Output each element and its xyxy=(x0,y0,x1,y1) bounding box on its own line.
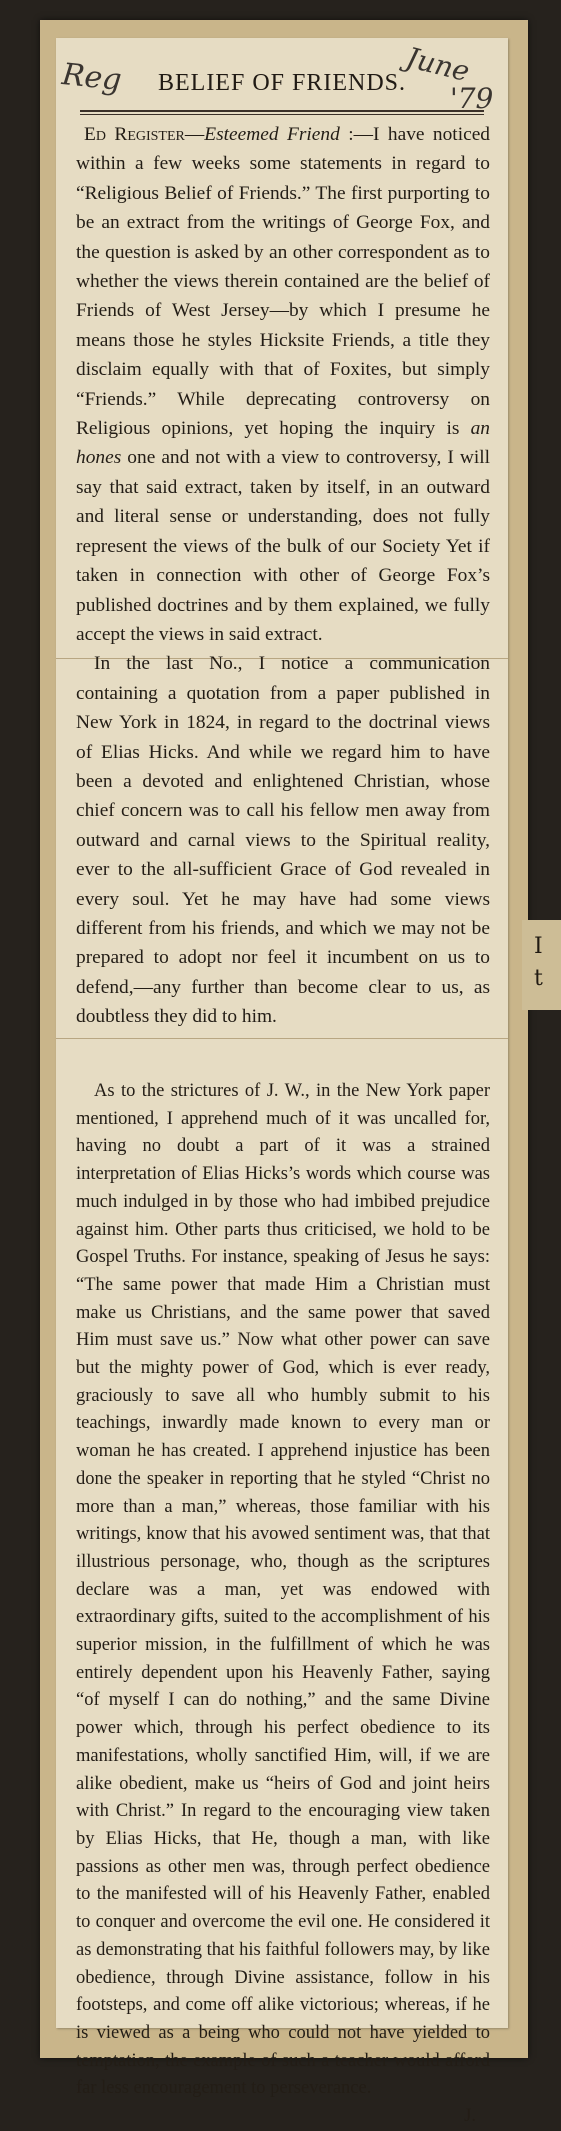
handwritten-annotation-year: '79 xyxy=(450,82,494,115)
signature: J. xyxy=(464,2106,476,2127)
article-body-lower xyxy=(76,1078,490,2131)
paragraph: In the last No., I notice a communication containing a quotation from a paper published in New York in 1824, in regard to the doctrinal views of Elias Hicks. And while we regard him to have been a devoted and enlightened Christian, whose chief concern was to call his fellow men away from outward and carnal views to the Spiritual reality, ever to the all-sufficient Grace of God revealed in every soul. Yet he may have had some views different from his friends, and which we may not be prepared to adopt nor feel it incumbent on us to defend,—any further than become clear to us, as doubtless they did to him. xyxy=(76,653,490,1028)
fragment-letter: I xyxy=(534,934,543,959)
article-body-upper xyxy=(76,120,490,1032)
paragraph xyxy=(76,1078,490,2103)
article-title: BELIEF OF FRIENDS. xyxy=(157,70,407,96)
handwritten-annotation-source: Reg xyxy=(60,56,124,99)
clipping-seam xyxy=(56,1038,508,1039)
newspaper-clipping xyxy=(56,38,508,2127)
handwritten-annotation-month: June xyxy=(402,40,473,89)
greeting-italic: Esteemed Friend xyxy=(204,124,340,145)
paragraph xyxy=(76,120,490,649)
fragment-letter: t xyxy=(534,966,543,991)
paragraph-text: “The same power that made Him a Christian must make us Christians, and the same power that saved Him must save us.” Now what other power can save but the mighty power of God, which is ever ready, graciously to save all who humbly submit to his teachings, inwardly made known to every man or woman he has created. I apprehend injustice has been done the speaker in reporting that he styled “Christ no more than a man,” whereas, those familiar with his writings, know that his avowed sentiment was, that that illustrious personage, who, though as the scriptures declare was a man, yet was endowed with extraordinary gifts, suited to the accomplishment of his superior mission, in the fulfillment of which he was entirely dependent upon his Heavenly Father, saying “of myself I can do nothing,” and the same Divine power which, through his perfect obedience to its manifestations, wholly sanctified Him, will, if we are alike obedient, make us “heirs of God and joint heirs with Christ.” In regard to the encouraging view taken by Elias Hicks, that He, though a man, with like passions as other men was, through perfect obedience to the manifested will of his Heavenly Father, enabled to conquer and overcome the evil one. He considered it as demonstrating that his faithful followers may, by like obedience, through Divine assistance, follow in his footsteps, and come off alike victorious; whereas, if he is viewed as a being who could not have yielded to temptation, the example of such a teacher would afford far less encouragement to perseverance. xyxy=(76,1274,490,2099)
paragraph-text: As to the strictures of J. W., in the New York paper mentioned, I apprehend much of it was uncalled for, having no doubt a part of it was a strained interpretation of Elias Hicks’s words which course was much indulged in by those who had imbibed prejudice against him. Other parts thus criticised, we hold to be Gospel Truths. For instance, speaking of Jesus he says: xyxy=(76,1081,490,1268)
paragraph-text: :—I have noticed within a few weeks some statements in regard to “Religious Belief of Friends.” The first purporting to be an extract from the writings of George Fox, and the question is asked by an other correspondent as to whether the views therein contained are the belief of Friends of West Jersey—by which I presume he means those he styles Hicksite Friends, a title they disclaim equally with that of Foxites, but simply “Friends.” While deprecating controversy on Religious opinions, yet hoping the inquiry is xyxy=(76,124,490,440)
paragraph-text: one and not with a view to controversy, I will say that said extract, taken by itself, in an outward and literal sense or understanding, does not fully represent the views of the bulk of our Society Yet if taken in connection with other of George Fox’s published doctrines and by them explained, we fully accept the views in said extract. xyxy=(76,447,490,645)
title-rule xyxy=(80,114,484,115)
greeting-dash: — xyxy=(184,124,205,145)
paragraph-italic: an hones xyxy=(76,418,490,469)
greeting-lead: Ed Register xyxy=(84,124,185,145)
adjacent-clipping-fragment xyxy=(522,920,561,1010)
title-rule xyxy=(80,110,484,112)
